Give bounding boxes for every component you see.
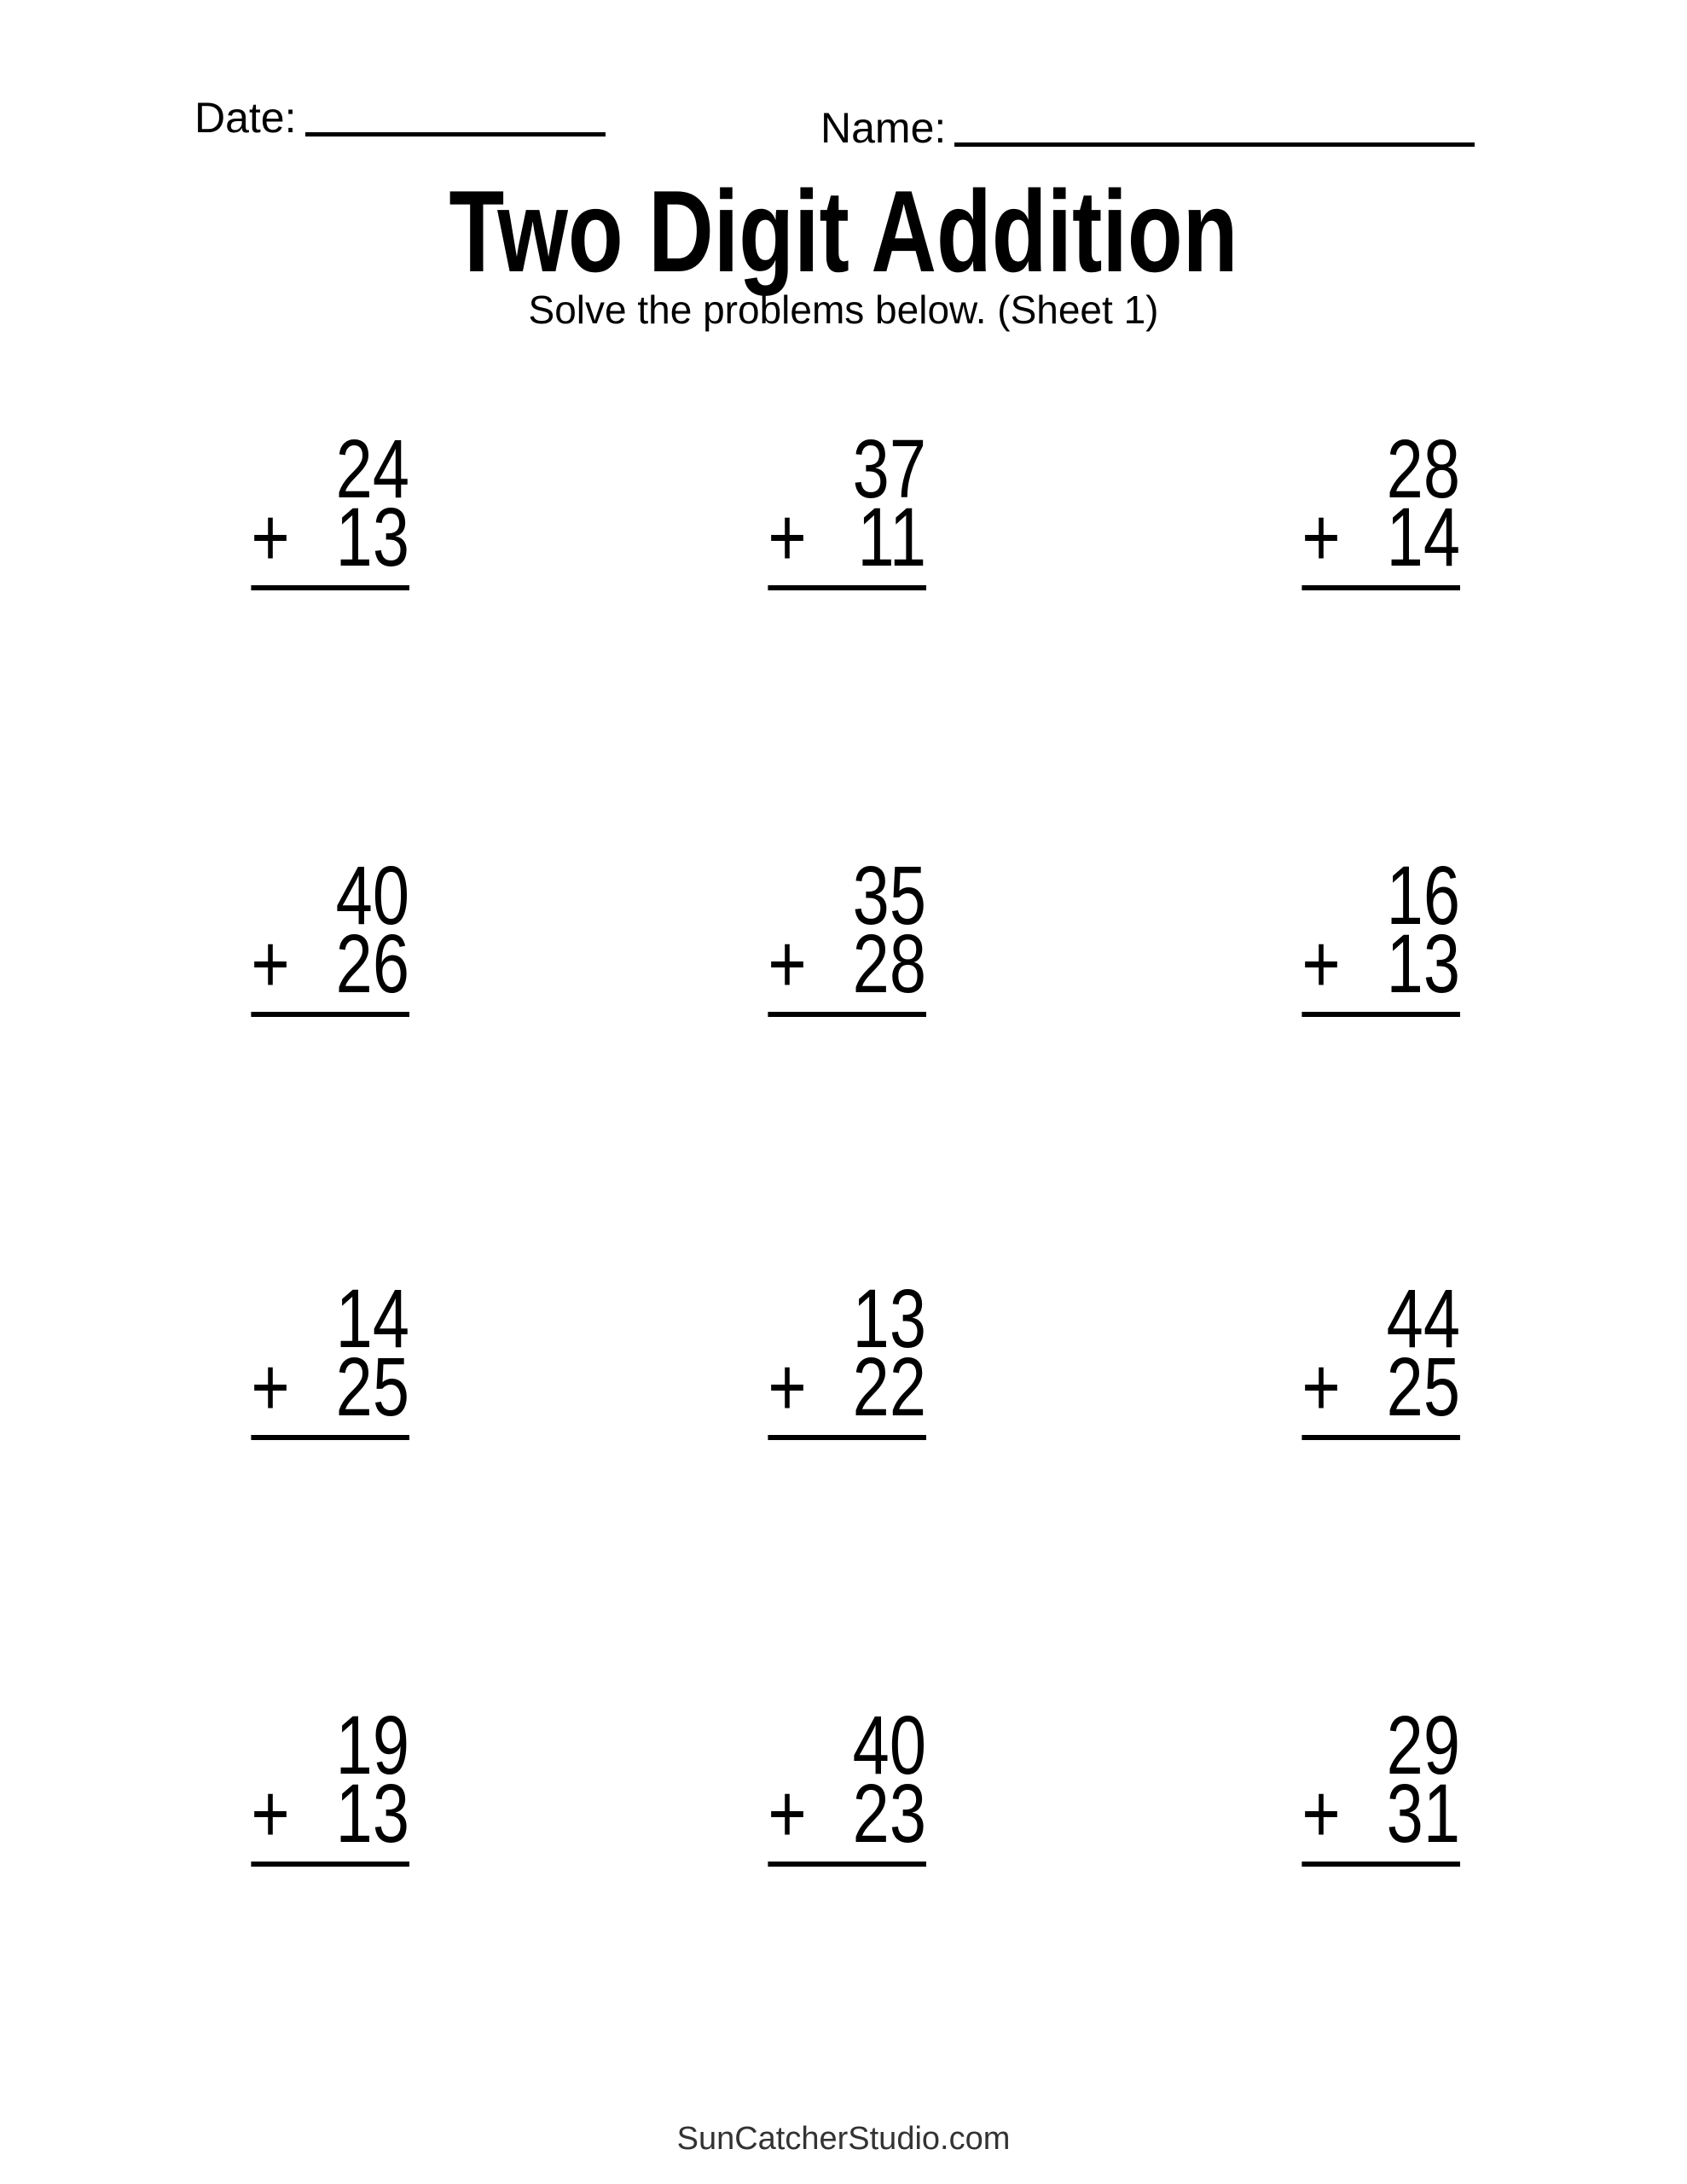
addition-problem (768, 1272, 926, 1440)
answer-line (768, 1862, 926, 1867)
top-addend: 16 (1386, 849, 1460, 942)
plus-operator: + (1301, 1767, 1341, 1860)
addition-problem (251, 422, 409, 590)
bottom-addend: 22 (852, 1340, 926, 1433)
answer-line (1301, 585, 1460, 590)
answer-line (1301, 1862, 1460, 1867)
bottom-addend: 25 (1386, 1340, 1460, 1433)
plus-operator: + (1301, 1340, 1341, 1433)
answer-line (251, 1435, 409, 1440)
date-field (194, 96, 606, 140)
top-addend: 40 (335, 849, 409, 942)
bottom-addend: 25 (335, 1340, 409, 1433)
answer-line (768, 585, 926, 590)
top-addend: 19 (335, 1699, 409, 1792)
addition-problem (1301, 422, 1460, 590)
addition-problem (768, 1699, 926, 1867)
top-addend: 35 (852, 849, 926, 942)
plus-operator: + (1301, 491, 1341, 584)
plus-operator: + (251, 917, 290, 1010)
addition-problem (251, 849, 409, 1017)
bottom-addend: 31 (1386, 1767, 1460, 1860)
plus-operator: + (768, 1340, 807, 1433)
plus-operator: + (768, 917, 807, 1010)
top-addend: 40 (852, 1699, 926, 1792)
plus-operator: + (251, 1767, 290, 1860)
name-label: Name: (820, 104, 947, 152)
plus-operator: + (251, 1340, 290, 1433)
answer-line (251, 585, 409, 590)
bottom-addend: 11 (857, 491, 926, 584)
top-addend: 37 (852, 422, 926, 515)
top-addend: 14 (335, 1272, 409, 1365)
addition-problem (768, 849, 926, 1017)
date-blank-line (305, 98, 606, 136)
addition-problem (768, 422, 926, 590)
name-blank-line (954, 108, 1475, 147)
top-addend: 24 (335, 422, 409, 515)
answer-line (768, 1435, 926, 1440)
plus-operator: + (768, 491, 807, 584)
addition-problem (1301, 1699, 1460, 1867)
answer-line (251, 1862, 409, 1867)
top-addend: 28 (1386, 422, 1460, 515)
bottom-addend: 13 (1386, 917, 1460, 1010)
date-label: Date: (194, 94, 297, 142)
bottom-addend: 13 (335, 491, 409, 584)
worksheet-instructions: Solve the problems below. (Sheet 1) (528, 288, 1159, 332)
plus-operator: + (768, 1767, 807, 1860)
bottom-addend: 13 (335, 1767, 409, 1860)
answer-line (1301, 1435, 1460, 1440)
bottom-addend: 28 (852, 917, 926, 1010)
addition-problem (1301, 849, 1460, 1017)
plus-operator: + (251, 491, 290, 584)
addition-problem (251, 1699, 409, 1867)
name-field (820, 106, 1475, 150)
bottom-addend: 14 (1386, 491, 1460, 584)
top-addend: 13 (852, 1272, 926, 1365)
answer-line (768, 1012, 926, 1017)
addition-problem (1301, 1272, 1460, 1440)
worksheet-title: Two Digit Addition (449, 166, 1238, 296)
answer-line (251, 1012, 409, 1017)
bottom-addend: 26 (335, 917, 409, 1010)
top-addend: 29 (1386, 1699, 1460, 1792)
answer-line (1301, 1012, 1460, 1017)
top-addend: 44 (1386, 1272, 1460, 1365)
site-credit: SunCatcherStudio.com (676, 2121, 1011, 2157)
bottom-addend: 23 (852, 1767, 926, 1860)
plus-operator: + (1301, 917, 1341, 1010)
addition-problem (251, 1272, 409, 1440)
